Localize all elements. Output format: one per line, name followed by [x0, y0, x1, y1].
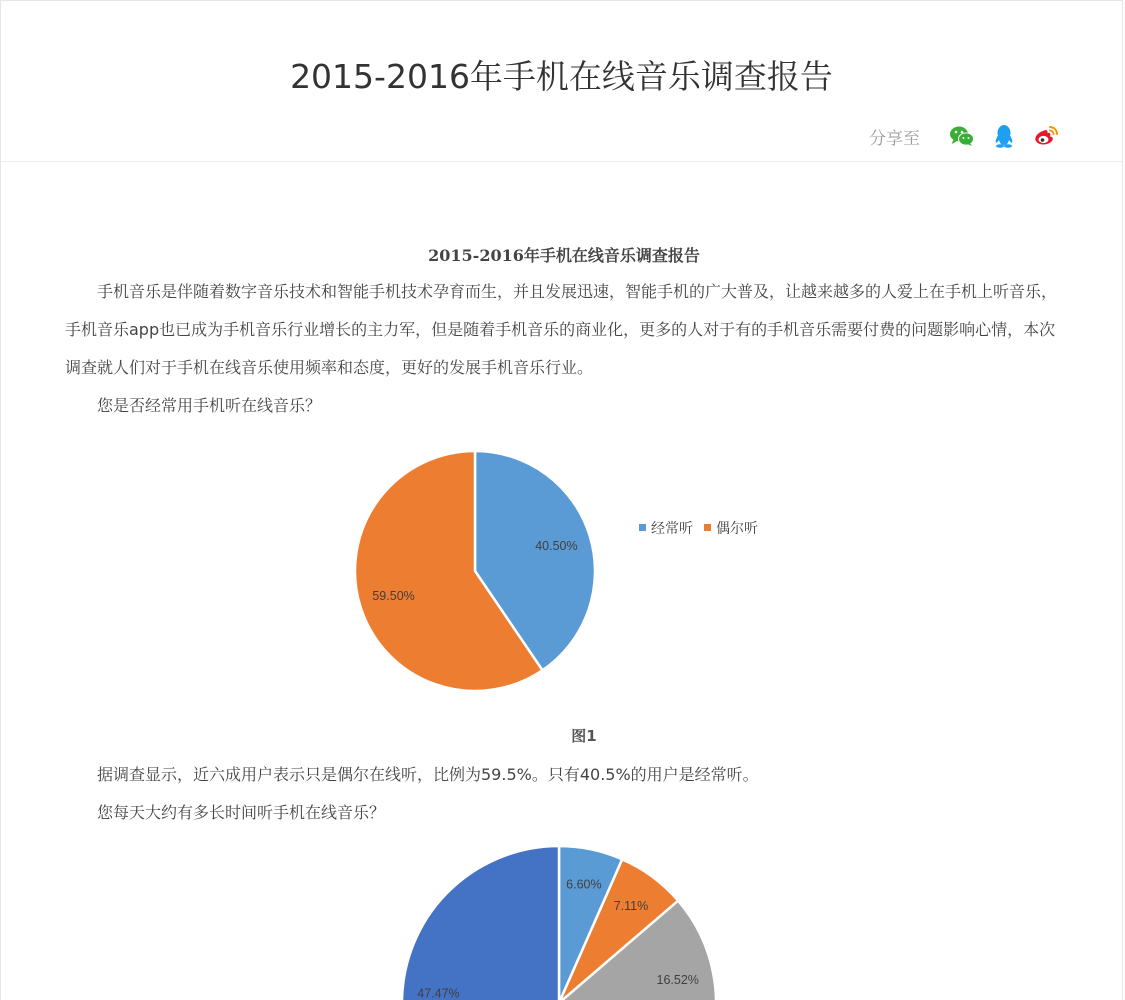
weibo-icon[interactable]: [1032, 122, 1060, 150]
pie-1-data-label-0: 40.50%: [535, 538, 578, 553]
pie-2-slice-4: [402, 846, 559, 1000]
pie-1-data-label-1: 59.50%: [372, 589, 415, 604]
pie-1-legend: [639, 520, 758, 537]
legend-label-0: 经常听: [651, 521, 693, 537]
share-label: 分享至: [869, 128, 920, 149]
legend-label-1: 偶尔听: [716, 521, 758, 537]
pie-2-data-label-2: 16.52%: [656, 973, 699, 988]
qq-icon[interactable]: [990, 122, 1018, 150]
legend-swatch-0: [639, 524, 646, 531]
article-title: 2015-2016年手机在线音乐调查报告: [428, 246, 700, 265]
finding-1: 据调查显示，近六成用户表示只是偶尔在线听，比例为59.5%。只有40.5%的用户是经常听。: [97, 765, 759, 784]
page-title: 2015-2016年手机在线音乐调查报告: [290, 57, 833, 96]
article-content: [65, 241, 1063, 1000]
pie-2-data-label-0: 6.60%: [566, 877, 602, 892]
pie-2-data-label-4: 47.47%: [417, 986, 460, 1000]
pie-2-data-label-1: 7.11%: [613, 898, 649, 913]
question-1: 您是否经常用手机听在线音乐？: [97, 396, 322, 415]
legend-swatch-1: [704, 524, 711, 531]
question-2: 您每天大约有多长时间听手机在线音乐？: [97, 803, 386, 822]
pie-chart-1: [355, 441, 795, 701]
intro-paragraph: 手机音乐是伴随着数字音乐技术和智能手机技术孕育而生，并且发展迅速，智能手机的广大普及，让越来越多的人爱上在手机上听音乐，手机音乐app也已成为手机音乐行业增长的主力军，但是随着手机音乐的商业化，更多的人对于有的手机音乐需要付费的问题影响心情，本次调查就人们对于手机在线音乐使用频率和态度，更好的发展手机音乐行业。: [65, 282, 1058, 377]
pie-chart-2: [355, 846, 795, 1000]
pie-1-slices: [355, 451, 595, 691]
page-header: [1, 1, 1122, 162]
wechat-icon[interactable]: [948, 122, 976, 150]
after-figure-1: [65, 756, 1063, 832]
share-bar: [869, 122, 1060, 150]
figure-1-caption: 图1: [571, 727, 597, 745]
